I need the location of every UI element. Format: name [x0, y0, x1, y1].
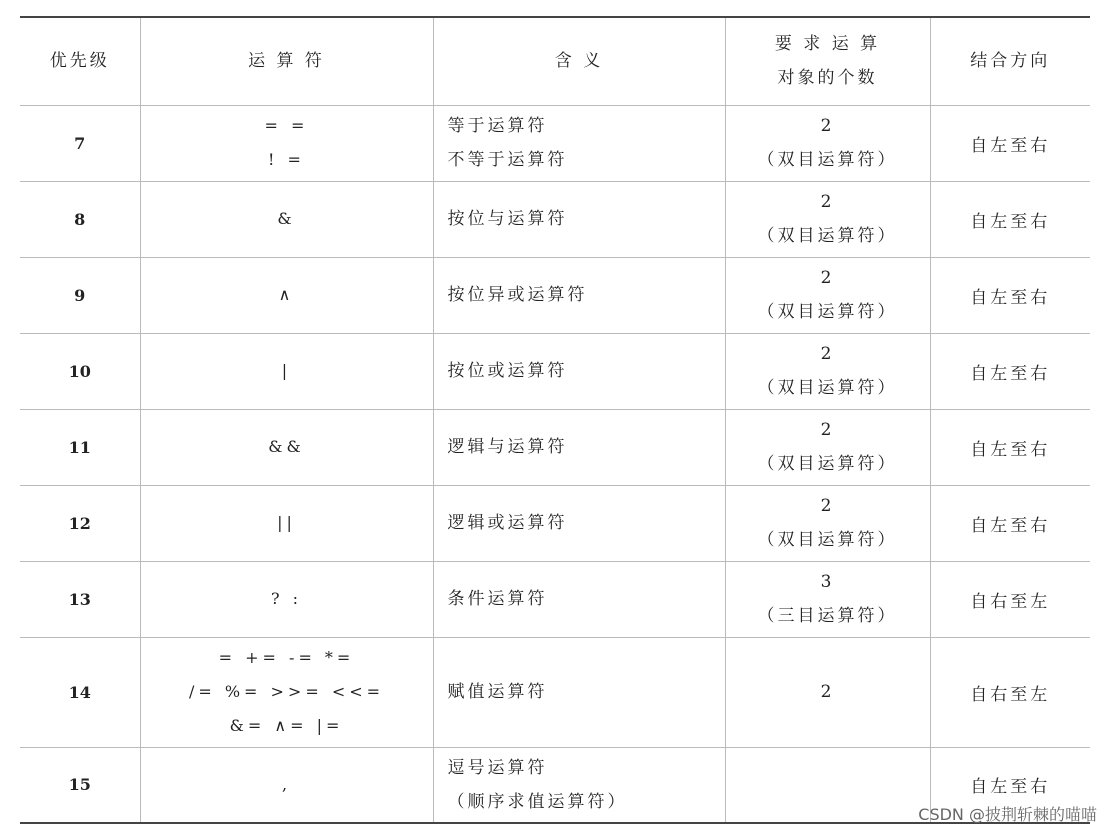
table-row: [20, 637, 1090, 747]
operator-line: ∧: [278, 285, 295, 304]
meaning-line: 赋值运算符: [447, 682, 548, 702]
operator-line: &= ∧= |=: [229, 716, 344, 735]
cell-direction: 自左至右: [930, 105, 1090, 181]
cell-count: [725, 485, 930, 561]
operator-line: ! =: [268, 150, 305, 169]
count-line: 2: [820, 268, 835, 288]
count-line: 2: [820, 682, 835, 702]
table-row: [20, 561, 1090, 637]
cell-direction: 自右至左: [930, 561, 1090, 637]
meaning-line: 等于运算符: [447, 116, 548, 136]
count-line: （三目运算符）: [757, 606, 898, 626]
cell-level: 7: [20, 105, 140, 181]
cell-count: [725, 105, 930, 181]
cell-meaning: [433, 105, 725, 181]
cell-count: [725, 181, 930, 257]
table-row: [20, 105, 1090, 181]
cell-meaning: [433, 333, 725, 409]
meaning-line: 按位或运算符: [447, 361, 568, 381]
meaning-line: 条件运算符: [447, 589, 548, 609]
cell-operator: [140, 485, 433, 561]
cell-direction: 自左至右: [930, 181, 1090, 257]
cell-operator: [140, 333, 433, 409]
cell-operator: [140, 409, 433, 485]
cell-count: [725, 637, 930, 747]
cell-operator: [140, 181, 433, 257]
cell-level: 11: [20, 409, 140, 485]
cell-level: 14: [20, 637, 140, 747]
meaning-line: 按位异或运算符: [447, 285, 588, 305]
cell-meaning: [433, 747, 725, 823]
cell-operator: [140, 747, 433, 823]
meaning-line: 不等于运算符: [447, 150, 568, 170]
operator-line: &&: [268, 437, 305, 456]
count-line: 2: [820, 420, 835, 440]
header-operator: 运 算 符: [140, 17, 433, 105]
cell-operator: [140, 637, 433, 747]
cell-operator: [140, 257, 433, 333]
count-line: 3: [820, 572, 835, 592]
cell-meaning: [433, 485, 725, 561]
cell-direction: 自右至左: [930, 637, 1090, 747]
table-row: [20, 485, 1090, 561]
table-row: [20, 257, 1090, 333]
table-body: [20, 105, 1090, 823]
meaning-line: （顺序求值运算符）: [447, 791, 628, 812]
cell-level: 15: [20, 747, 140, 823]
operator-line: = += -= *=: [218, 648, 355, 667]
cell-meaning: [433, 181, 725, 257]
cell-meaning: [433, 561, 725, 637]
table-header-row: [20, 17, 1090, 105]
cell-level: 12: [20, 485, 140, 561]
operator-line: ,: [281, 774, 292, 794]
cell-level: 9: [20, 257, 140, 333]
count-line: （双目运算符）: [757, 530, 898, 550]
count-line: 2: [820, 192, 835, 212]
operator-line: /= %= >>= <<=: [188, 682, 385, 701]
operator-line: ||: [277, 513, 296, 532]
cell-count: [725, 257, 930, 333]
cell-direction: 自左至右: [930, 333, 1090, 409]
table-row: [20, 181, 1090, 257]
operator-line: &: [277, 209, 296, 228]
count-line: 2: [820, 116, 835, 136]
table-row: [20, 333, 1090, 409]
operator-precedence-document: [20, 16, 1090, 824]
table-row: [20, 409, 1090, 485]
count-line: （双目运算符）: [757, 302, 898, 322]
cell-operator: [140, 561, 433, 637]
cell-count: [725, 333, 930, 409]
header-direction: 结合方向: [930, 17, 1090, 105]
header-count-line: 要 求 运 算: [774, 34, 881, 55]
cell-count: [725, 561, 930, 637]
meaning-line: 按位与运算符: [447, 209, 568, 229]
operator-precedence-table: [20, 16, 1090, 824]
count-line: （双目运算符）: [757, 150, 898, 170]
header-count-line: 对象的个数: [777, 68, 878, 89]
cell-meaning: [433, 257, 725, 333]
cell-meaning: [433, 409, 725, 485]
cell-meaning: [433, 637, 725, 747]
operator-line: ? :: [270, 589, 303, 608]
cell-direction: 自左至右: [930, 257, 1090, 333]
cell-count: [725, 409, 930, 485]
count-line: 2: [820, 344, 835, 364]
header-level: 优先级: [20, 17, 140, 105]
header-count: [725, 17, 930, 105]
header-meaning: 含 义: [433, 17, 725, 105]
cell-direction: 自左至右: [930, 485, 1090, 561]
watermark: CSDN @披荆斩棘的喵喵: [918, 805, 1097, 824]
operator-line: |: [281, 361, 292, 380]
cell-level: 13: [20, 561, 140, 637]
cell-direction: 自左至右: [930, 409, 1090, 485]
cell-level: 8: [20, 181, 140, 257]
count-line: （双目运算符）: [757, 378, 898, 398]
cell-direction: 自左至右: [930, 747, 1090, 823]
cell-level: 10: [20, 333, 140, 409]
meaning-line: 逻辑与运算符: [447, 437, 568, 457]
count-line: （双目运算符）: [757, 226, 898, 246]
meaning-line: 逻辑或运算符: [447, 513, 568, 533]
count-line: 2: [820, 496, 835, 516]
operator-line: = =: [264, 116, 309, 135]
meaning-line: 逗号运算符: [447, 757, 548, 778]
cell-operator: [140, 105, 433, 181]
cell-count: [725, 747, 930, 823]
count-line: （双目运算符）: [757, 454, 898, 474]
